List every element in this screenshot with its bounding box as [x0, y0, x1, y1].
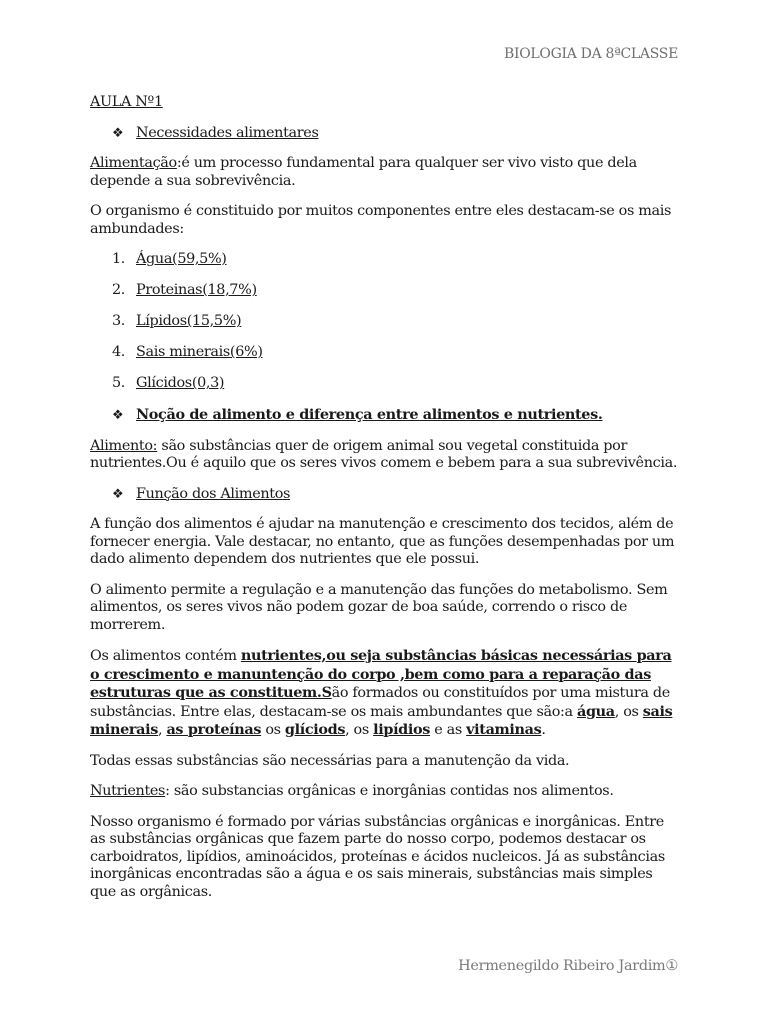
todas-paragraph: Todas essas substâncias são necessárias para a manutenção da vida.: [90, 752, 570, 769]
list-label: Água(59,5%): [136, 251, 227, 267]
page-header: BIOLOGIA DA 8ªCLASSE: [504, 46, 678, 62]
contem-sep: os: [261, 722, 285, 738]
term-proteinas: as proteínas: [166, 721, 262, 738]
contem-sep: , os: [345, 722, 374, 738]
section-heading-text: Necessidades alimentares: [136, 124, 319, 141]
funcao-paragraph-2: O alimento permite a regulação e a manutenção das funções do metabolismo. Sem alimentos, os seres vivos não podem gozar de boa saúde, correndo o risco de morrerem.: [90, 581, 668, 633]
list-number: 2.: [112, 282, 126, 298]
contem-mid: ão formados ou constituídos por uma mistura de substâncias. Entre elas, destacam-se os mais ambundantes que são:a: [90, 685, 670, 720]
alimento-paragraph: [90, 438, 680, 473]
term-glicidos: glíciods: [284, 721, 346, 738]
term-nutrientes: Nutrientes: [90, 783, 166, 799]
list-item: [112, 313, 680, 331]
term-alimentacao: Alimentação: [90, 155, 177, 171]
list-item: [112, 282, 680, 300]
list-label: Glícidos(0,3): [136, 375, 225, 391]
term-lipidos: lipídios: [373, 721, 431, 738]
page-footer: Hermenegildo Ribeiro Jardim①: [458, 958, 678, 974]
term-agua: água: [576, 702, 615, 720]
organismo-paragraph: O organismo é constituido por muitos componentes entre eles destacam-se os mais ambundades:: [90, 203, 672, 237]
document-body: [90, 94, 680, 914]
contem-end: .: [541, 722, 546, 738]
section-heading-text: Função dos Alimentos: [136, 485, 291, 502]
alimentacao-paragraph: [90, 155, 680, 190]
section-heading-text: Noção de alimento e diferença entre alimentos e nutrientes.: [136, 406, 603, 423]
section-heading-nocao: [112, 406, 680, 425]
alimento-text: são substâncias quer de origem animal sou vegetal constituida por nutrientes.Ou é aquilo que os seres vivos comem e bebem para a sua subrevivência.: [90, 437, 678, 471]
term-sais: sais minerais: [90, 702, 673, 738]
contem-start: Os alimentos contém: [90, 648, 241, 664]
nutrientes-text: : são substancias orgânicas e inorgânias contidas nos alimentos.: [165, 783, 614, 799]
diamond-bullet-icon: ❖: [112, 408, 124, 423]
contem-sep: , os: [614, 703, 643, 720]
list-item: [112, 251, 680, 269]
term-vitaminas: vitaminas: [466, 721, 542, 738]
nutrientes-paragraph: [90, 783, 680, 801]
diamond-bullet-icon: ❖: [112, 486, 124, 502]
term-alimento: Alimento:: [90, 437, 158, 454]
list-number: 5.: [112, 375, 126, 391]
list-number: 3.: [112, 313, 126, 329]
components-list: [90, 251, 680, 393]
contem-sep: ,: [158, 722, 167, 738]
funcao-paragraph-1: A função dos alimentos é ajudar na manutenção e crescimento dos tecidos, além de fornecer energia. Vale destacar, no entanto, que as funções desempenhadas por um dado alimento dependem dos nutrientes que ele possui.: [90, 516, 675, 567]
list-label: Sais minerais(6%): [136, 344, 263, 360]
nosso-paragraph: Nosso organismo é formado por várias substâncias orgânicas e inorgânicas. Entre as substâncias orgânicas que fazem parte do nosso corpo, podemos destacar os carboidratos, lipídios, aminoácidos, proteínas e ácidos nucleicos. Já as substâncias inorgânicas encontradas são a água e os sais minerais, substâncias mais simples que as orgânicas.: [90, 813, 665, 900]
contem-bold: nutrientes,ou seja substâncias básicas necessárias para o crescimento e manuntenção do corpo ,bem como para a reparação das estruturas que as constituem.S: [90, 647, 672, 701]
contem-paragraph: [90, 647, 680, 740]
lesson-title: AULA Nº1: [90, 94, 163, 110]
section-heading-necessidades: [112, 125, 680, 143]
list-item: [112, 375, 680, 393]
list-number: 4.: [112, 344, 126, 360]
alimentacao-text: :é um processo fundamental para qualquer ser vivo visto que dela depende a sua sobrevivência.: [90, 155, 637, 189]
diamond-bullet-icon: ❖: [112, 125, 124, 141]
list-item: [112, 344, 680, 362]
list-label: Lípidos(15,5%): [136, 313, 242, 329]
section-heading-funcao: [112, 486, 680, 504]
list-label: Proteinas(18,7%): [136, 282, 257, 298]
list-number: 1.: [112, 251, 126, 267]
contem-sep: e as: [430, 722, 467, 738]
